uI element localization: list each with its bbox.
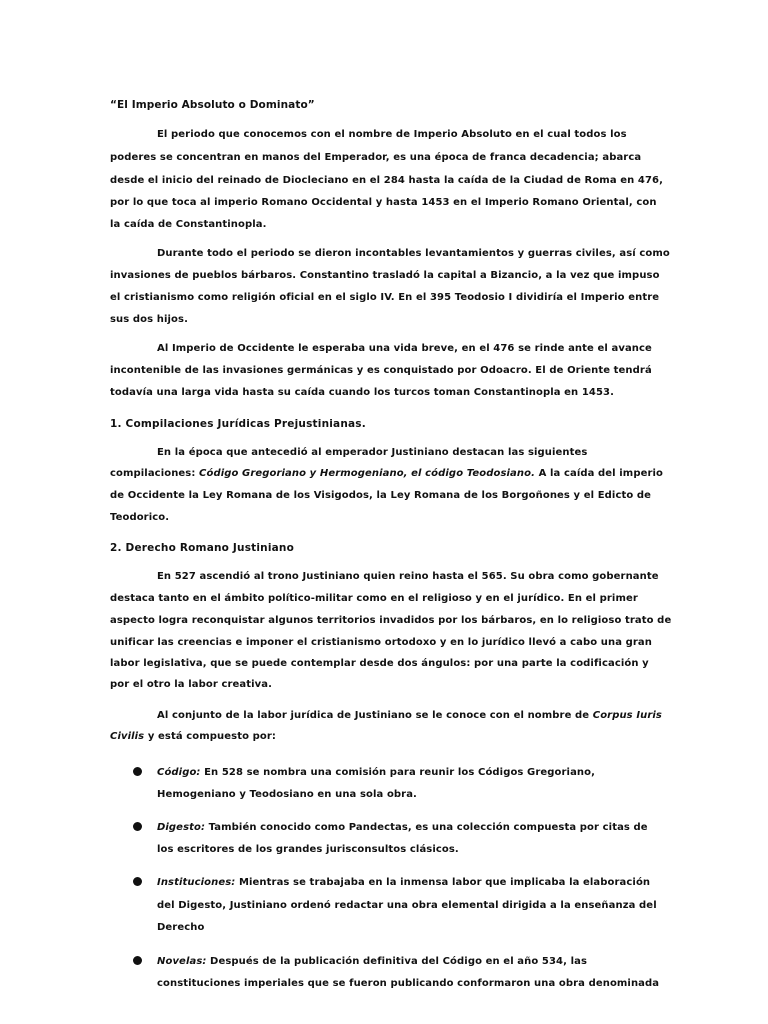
- list-item-term: Novelas:: [157, 956, 207, 967]
- paragraph-line: unificar las creencias e imponer el cristianismo ortodoxo y en lo jurídico llevó a cabo una gran: [110, 637, 652, 648]
- list-item-line: del Digesto, Justiniano ordenó redactar una obra elemental dirigida a la enseñanza del: [157, 900, 657, 911]
- list-item-line: Hemogeniano y Teodosiano en una sola obra.: [157, 789, 417, 800]
- paragraph-line: destaca tanto en el ámbito político-militar como en el religioso y en el jurídico. En el primer: [110, 593, 638, 604]
- emphasized-text: Civilis: [110, 731, 145, 742]
- paragraph-line: por el otro la labor creativa.: [110, 679, 273, 690]
- text-run: A la caída del imperio: [534, 468, 664, 479]
- paragraph-line: En 527 ascendió al trono Justiniano quien reino hasta el 565. Su obra como gobernante: [157, 571, 659, 582]
- paragraph-line: [157, 710, 662, 721]
- paragraph-line: sus dos hijos.: [110, 314, 188, 325]
- text-run: Al conjunto de la labor jurídica de Justiniano se le conoce con el nombre de: [157, 710, 593, 721]
- list-item: [157, 877, 650, 888]
- section-heading: 1. Compilaciones Jurídicas Prejustinianas.: [110, 418, 366, 430]
- paragraph-line: Durante todo el periodo se dieron incontables levantamientos y guerras civiles, así como: [157, 248, 670, 259]
- list-item-text: Mientras se trabajaba en la inmensa labor que implicaba la elaboración: [235, 877, 651, 888]
- emphasized-text: Corpus Iuris: [592, 710, 662, 721]
- list-item: [157, 822, 648, 833]
- list-item-line: constituciones imperiales que se fueron publicando conformaron una obra denominada: [157, 978, 660, 989]
- list-item: [157, 767, 595, 778]
- paragraph-line: poderes se concentran en manos del Emperador, es una época de franca decadencia; abarca: [110, 152, 642, 163]
- list-item-line: los escritores de los grandes jurisconsultos clásicos.: [157, 844, 459, 855]
- paragraph-line: invasiones de pueblos bárbaros. Constantino trasladó la capital a Bizancio, a la vez que impuso: [110, 270, 660, 281]
- bullet-icon: [133, 956, 142, 965]
- text-run: y está compuesto por:: [144, 731, 276, 742]
- paragraph-line: el cristianismo como religión oficial en el siglo IV. En el 395 Teodosio I dividiría el Imperio entre: [110, 292, 660, 303]
- document-title: “El Imperio Absoluto o Dominato”: [110, 99, 315, 111]
- emphasized-text: Código Gregoriano y Hermogeniano, el código Teodosiano.: [199, 468, 535, 479]
- paragraph-line: la caída de Constantinopla.: [110, 219, 267, 230]
- list-item-term: Código:: [157, 767, 201, 778]
- bullet-icon: [133, 877, 142, 886]
- paragraph-line: [110, 468, 663, 479]
- section-heading: 2. Derecho Romano Justiniano: [110, 542, 295, 554]
- paragraph-line: [110, 731, 276, 742]
- paragraph-line: todavía una larga vida hasta su caída cuando los turcos toman Constantinopla en 1453.: [110, 387, 614, 398]
- paragraph-line: por lo que toca al imperio Romano Occidental y hasta 1453 en el Imperio Romano Oriental, con: [110, 197, 657, 208]
- list-item: [157, 956, 587, 967]
- bullet-icon: [133, 767, 142, 776]
- list-item-line: Derecho: [157, 922, 205, 933]
- list-item-text: Después de la publicación definitiva del Código en el año 534, las: [206, 956, 588, 967]
- paragraph-line: Teodorico.: [110, 512, 170, 523]
- paragraph-line: labor legislativa, que se puede contemplar desde dos ángulos: por una parte la codificación y: [110, 658, 649, 669]
- bullet-icon: [133, 822, 142, 831]
- paragraph-line: Al Imperio de Occidente le esperaba una vida breve, en el 476 se rinde ante el avance: [157, 343, 652, 354]
- text-run: compilaciones:: [110, 468, 200, 479]
- paragraph-line: incontenible de las invasiones germánicas y es conquistado por Odoacro. El de Oriente tendrá: [110, 365, 652, 376]
- paragraph-line: En la época que antecedió al emperador Justiniano destacan las siguientes: [157, 447, 588, 458]
- list-item-term: Instituciones:: [157, 877, 236, 888]
- list-item-text: En 528 se nombra una comisión para reunir los Códigos Gregoriano,: [200, 767, 596, 778]
- paragraph-line: desde el inicio del reinado de Diocleciano en el 284 hasta la caída de la Ciudad de Roma en 476,: [110, 175, 664, 186]
- paragraph-line: de Occidente la Ley Romana de los Visigodos, la Ley Romana de los Borgoñones y el Edicto de: [110, 490, 652, 501]
- paragraph-line: El periodo que conocemos con el nombre de Imperio Absoluto en el cual todos los: [157, 129, 627, 140]
- paragraph-line: aspecto logra reconquistar algunos territorios invadidos por los bárbaros, en lo religioso trato de: [110, 615, 672, 626]
- list-item-text: También conocido como Pandectas, es una colección compuesta por citas de: [205, 822, 648, 833]
- list-item-term: Digesto:: [157, 822, 206, 833]
